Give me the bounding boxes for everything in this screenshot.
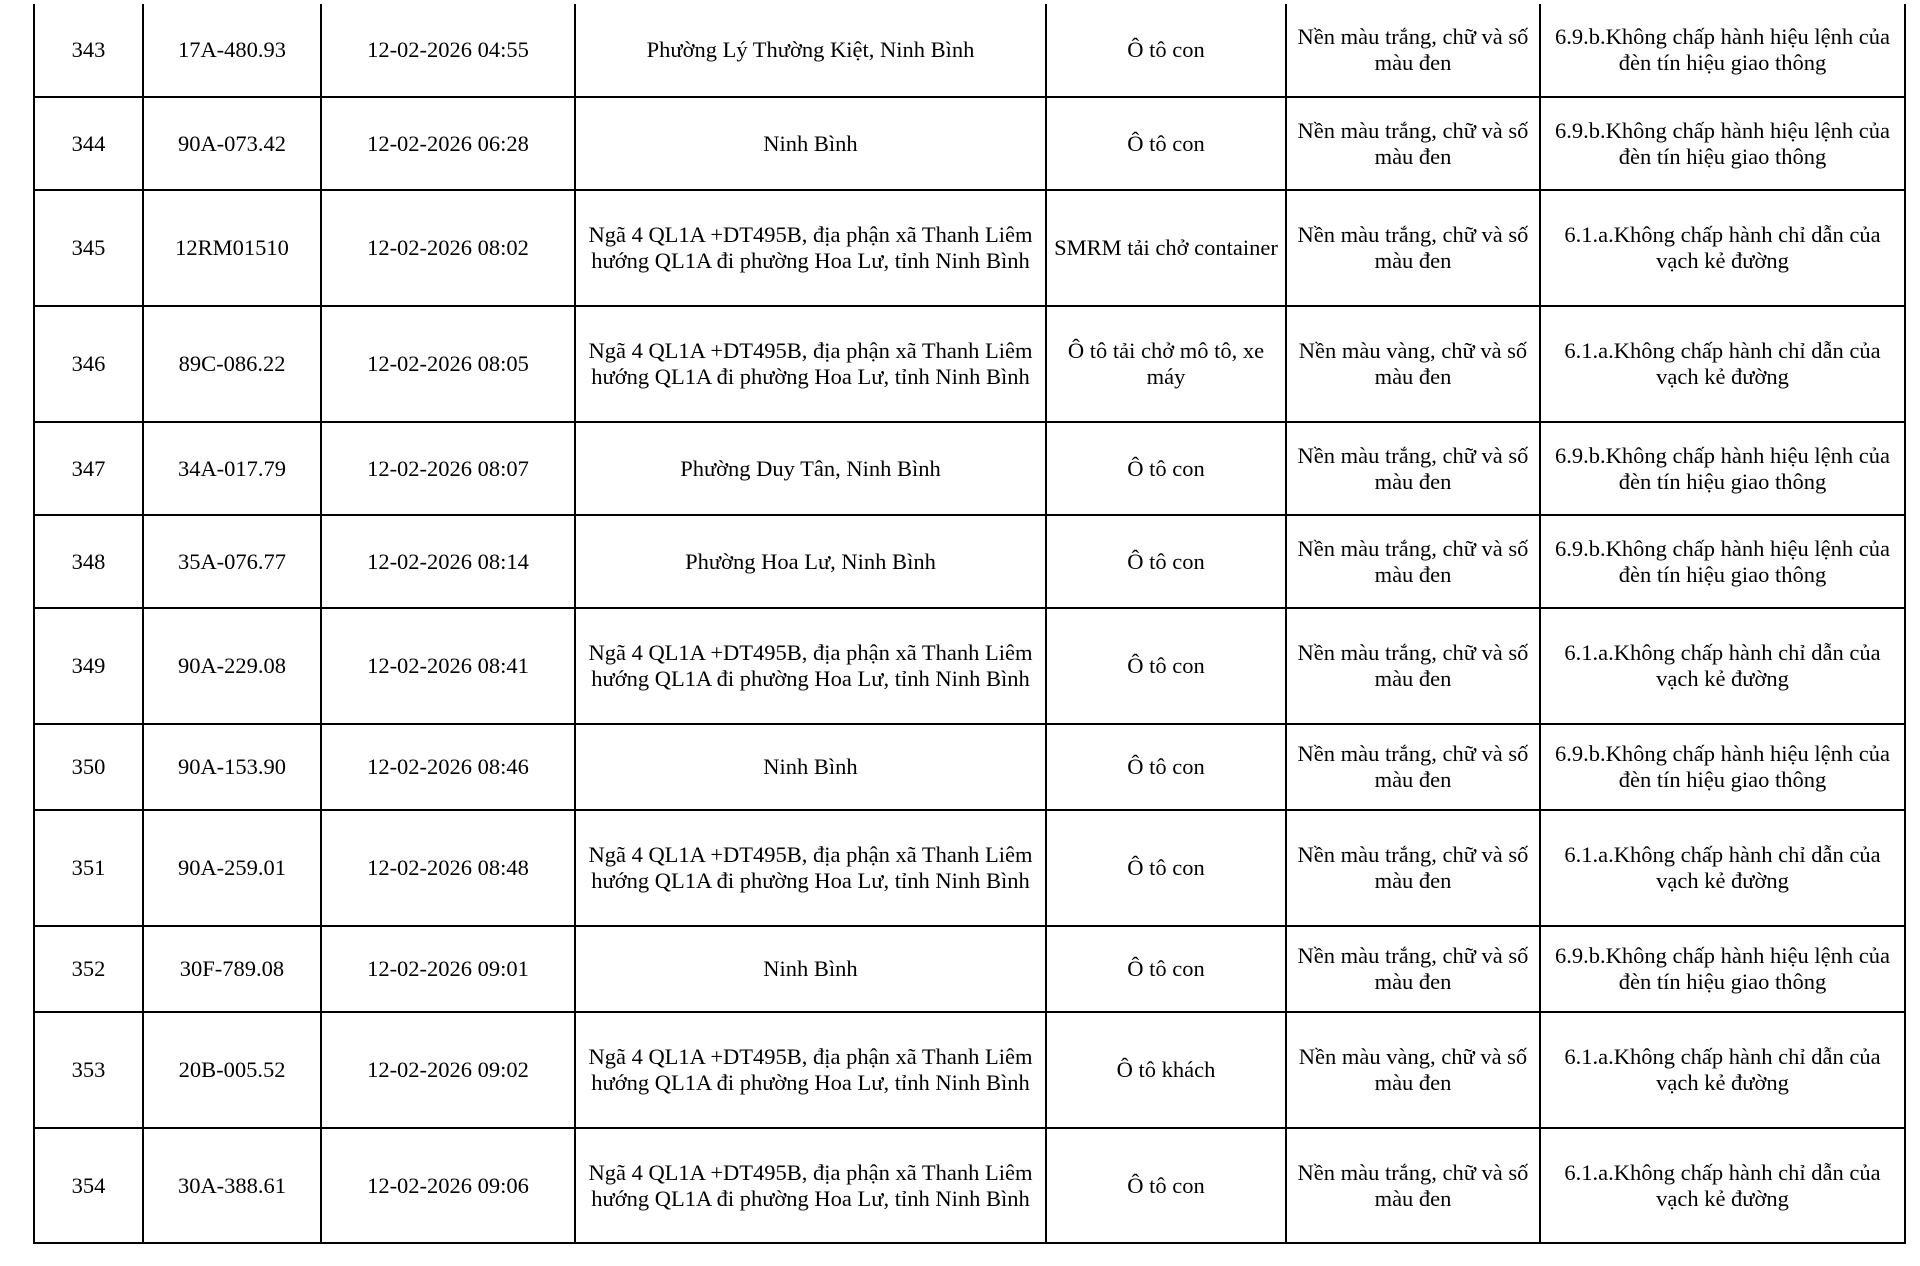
plate-color: Nền màu trắng, chữ và số màu đen <box>1286 422 1540 515</box>
violation-time: 12-02-2026 06:28 <box>321 97 575 190</box>
plate-color: Nền màu trắng, chữ và số màu đen <box>1286 926 1540 1012</box>
row-number: 348 <box>34 515 143 608</box>
vehicle-type: Ô tô con <box>1046 1128 1286 1243</box>
license-plate: 20B-005.52 <box>143 1012 321 1128</box>
row-number: 344 <box>34 97 143 190</box>
license-plate: 90A-259.01 <box>143 810 321 926</box>
table-row <box>34 422 1905 515</box>
table-row <box>34 608 1905 724</box>
license-plate: 90A-229.08 <box>143 608 321 724</box>
license-plate: 89C-086.22 <box>143 306 321 422</box>
table-row <box>34 306 1905 422</box>
violation-description: 6.1.a.Không chấp hành chỉ dẫn của vạch kẻ đường <box>1540 608 1905 724</box>
violation-description: 6.9.b.Không chấp hành hiệu lệnh của đèn tín hiệu giao thông <box>1540 4 1905 97</box>
violation-location: Ngã 4 QL1A +DT495B, địa phận xã Thanh Liêm hướng QL1A đi phường Hoa Lư, tỉnh Ninh Bình <box>575 608 1046 724</box>
license-plate: 34A-017.79 <box>143 422 321 515</box>
violation-time: 12-02-2026 08:07 <box>321 422 575 515</box>
plate-color: Nền màu trắng, chữ và số màu đen <box>1286 724 1540 810</box>
vehicle-type: Ô tô con <box>1046 608 1286 724</box>
table-row <box>34 4 1905 97</box>
violation-description: 6.9.b.Không chấp hành hiệu lệnh của đèn tín hiệu giao thông <box>1540 97 1905 190</box>
violation-location: Ngã 4 QL1A +DT495B, địa phận xã Thanh Liêm hướng QL1A đi phường Hoa Lư, tỉnh Ninh Bình <box>575 810 1046 926</box>
license-plate: 90A-073.42 <box>143 97 321 190</box>
plate-color: Nền màu trắng, chữ và số màu đen <box>1286 190 1540 306</box>
table-row <box>34 1012 1905 1128</box>
row-number: 345 <box>34 190 143 306</box>
row-number: 353 <box>34 1012 143 1128</box>
license-plate: 30A-388.61 <box>143 1128 321 1243</box>
plate-color: Nền màu vàng, chữ và số màu đen <box>1286 306 1540 422</box>
plate-color: Nền màu trắng, chữ và số màu đen <box>1286 810 1540 926</box>
table-row <box>34 926 1905 1012</box>
row-number: 347 <box>34 422 143 515</box>
violation-location: Ngã 4 QL1A +DT495B, địa phận xã Thanh Liêm hướng QL1A đi phường Hoa Lư, tỉnh Ninh Bình <box>575 1128 1046 1243</box>
violation-location: Ngã 4 QL1A +DT495B, địa phận xã Thanh Liêm hướng QL1A đi phường Hoa Lư, tỉnh Ninh Bình <box>575 1012 1046 1128</box>
violation-description: 6.9.b.Không chấp hành hiệu lệnh của đèn tín hiệu giao thông <box>1540 926 1905 1012</box>
violation-description: 6.1.a.Không chấp hành chỉ dẫn của vạch kẻ đường <box>1540 810 1905 926</box>
vehicle-type: Ô tô khách <box>1046 1012 1286 1128</box>
violation-location: Phường Duy Tân, Ninh Bình <box>575 422 1046 515</box>
row-number: 354 <box>34 1128 143 1243</box>
vehicle-type: Ô tô con <box>1046 515 1286 608</box>
violation-location: Ninh Bình <box>575 97 1046 190</box>
row-number: 351 <box>34 810 143 926</box>
plate-color: Nền màu vàng, chữ và số màu đen <box>1286 1012 1540 1128</box>
violation-time: 12-02-2026 08:46 <box>321 724 575 810</box>
vehicle-type: Ô tô con <box>1046 422 1286 515</box>
plate-color: Nền màu trắng, chữ và số màu đen <box>1286 4 1540 97</box>
violation-location: Ninh Bình <box>575 724 1046 810</box>
vehicle-type: Ô tô tải chở mô tô, xe máy <box>1046 306 1286 422</box>
violation-time: 12-02-2026 08:41 <box>321 608 575 724</box>
row-number: 350 <box>34 724 143 810</box>
violation-description: 6.1.a.Không chấp hành chỉ dẫn của vạch kẻ đường <box>1540 306 1905 422</box>
violation-location: Phường Lý Thường Kiệt, Ninh Bình <box>575 4 1046 97</box>
violation-description: 6.1.a.Không chấp hành chỉ dẫn của vạch kẻ đường <box>1540 1128 1905 1243</box>
row-number: 346 <box>34 306 143 422</box>
vehicle-type: Ô tô con <box>1046 724 1286 810</box>
violation-description: 6.9.b.Không chấp hành hiệu lệnh của đèn tín hiệu giao thông <box>1540 422 1905 515</box>
violation-time: 12-02-2026 04:55 <box>321 4 575 97</box>
license-plate: 30F-789.08 <box>143 926 321 1012</box>
violation-time: 12-02-2026 08:05 <box>321 306 575 422</box>
violation-description: 6.9.b.Không chấp hành hiệu lệnh của đèn tín hiệu giao thông <box>1540 724 1905 810</box>
violation-time: 12-02-2026 08:48 <box>321 810 575 926</box>
license-plate: 35A-076.77 <box>143 515 321 608</box>
plate-color: Nền màu trắng, chữ và số màu đen <box>1286 515 1540 608</box>
violation-time: 12-02-2026 09:01 <box>321 926 575 1012</box>
row-number: 349 <box>34 608 143 724</box>
table-row <box>34 190 1905 306</box>
plate-color: Nền màu trắng, chữ và số màu đen <box>1286 608 1540 724</box>
plate-color: Nền màu trắng, chữ và số màu đen <box>1286 1128 1540 1243</box>
table-row <box>34 810 1905 926</box>
violation-location: Ngã 4 QL1A +DT495B, địa phận xã Thanh Liêm hướng QL1A đi phường Hoa Lư, tỉnh Ninh Bình <box>575 190 1046 306</box>
vehicle-type: Ô tô con <box>1046 810 1286 926</box>
table-row <box>34 724 1905 810</box>
violation-location: Ngã 4 QL1A +DT495B, địa phận xã Thanh Liêm hướng QL1A đi phường Hoa Lư, tỉnh Ninh Bình <box>575 306 1046 422</box>
vehicle-type: Ô tô con <box>1046 97 1286 190</box>
row-number: 352 <box>34 926 143 1012</box>
violation-time: 12-02-2026 08:14 <box>321 515 575 608</box>
vehicle-type: SMRM tải chở container <box>1046 190 1286 306</box>
violation-description: 6.9.b.Không chấp hành hiệu lệnh của đèn tín hiệu giao thông <box>1540 515 1905 608</box>
vehicle-type: Ô tô con <box>1046 4 1286 97</box>
license-plate: 17A-480.93 <box>143 4 321 97</box>
table-row <box>34 97 1905 190</box>
row-number: 343 <box>34 4 143 97</box>
license-plate: 12RM01510 <box>143 190 321 306</box>
violation-description: 6.1.a.Không chấp hành chỉ dẫn của vạch kẻ đường <box>1540 1012 1905 1128</box>
violation-time: 12-02-2026 08:02 <box>321 190 575 306</box>
table-row <box>34 515 1905 608</box>
table-row <box>34 1128 1905 1243</box>
license-plate: 90A-153.90 <box>143 724 321 810</box>
plate-color: Nền màu trắng, chữ và số màu đen <box>1286 97 1540 190</box>
violations-table <box>33 4 1906 1244</box>
violation-time: 12-02-2026 09:06 <box>321 1128 575 1243</box>
violation-location: Phường Hoa Lư, Ninh Bình <box>575 515 1046 608</box>
violation-description: 6.1.a.Không chấp hành chỉ dẫn của vạch kẻ đường <box>1540 190 1905 306</box>
violation-time: 12-02-2026 09:02 <box>321 1012 575 1128</box>
violation-location: Ninh Bình <box>575 926 1046 1012</box>
vehicle-type: Ô tô con <box>1046 926 1286 1012</box>
